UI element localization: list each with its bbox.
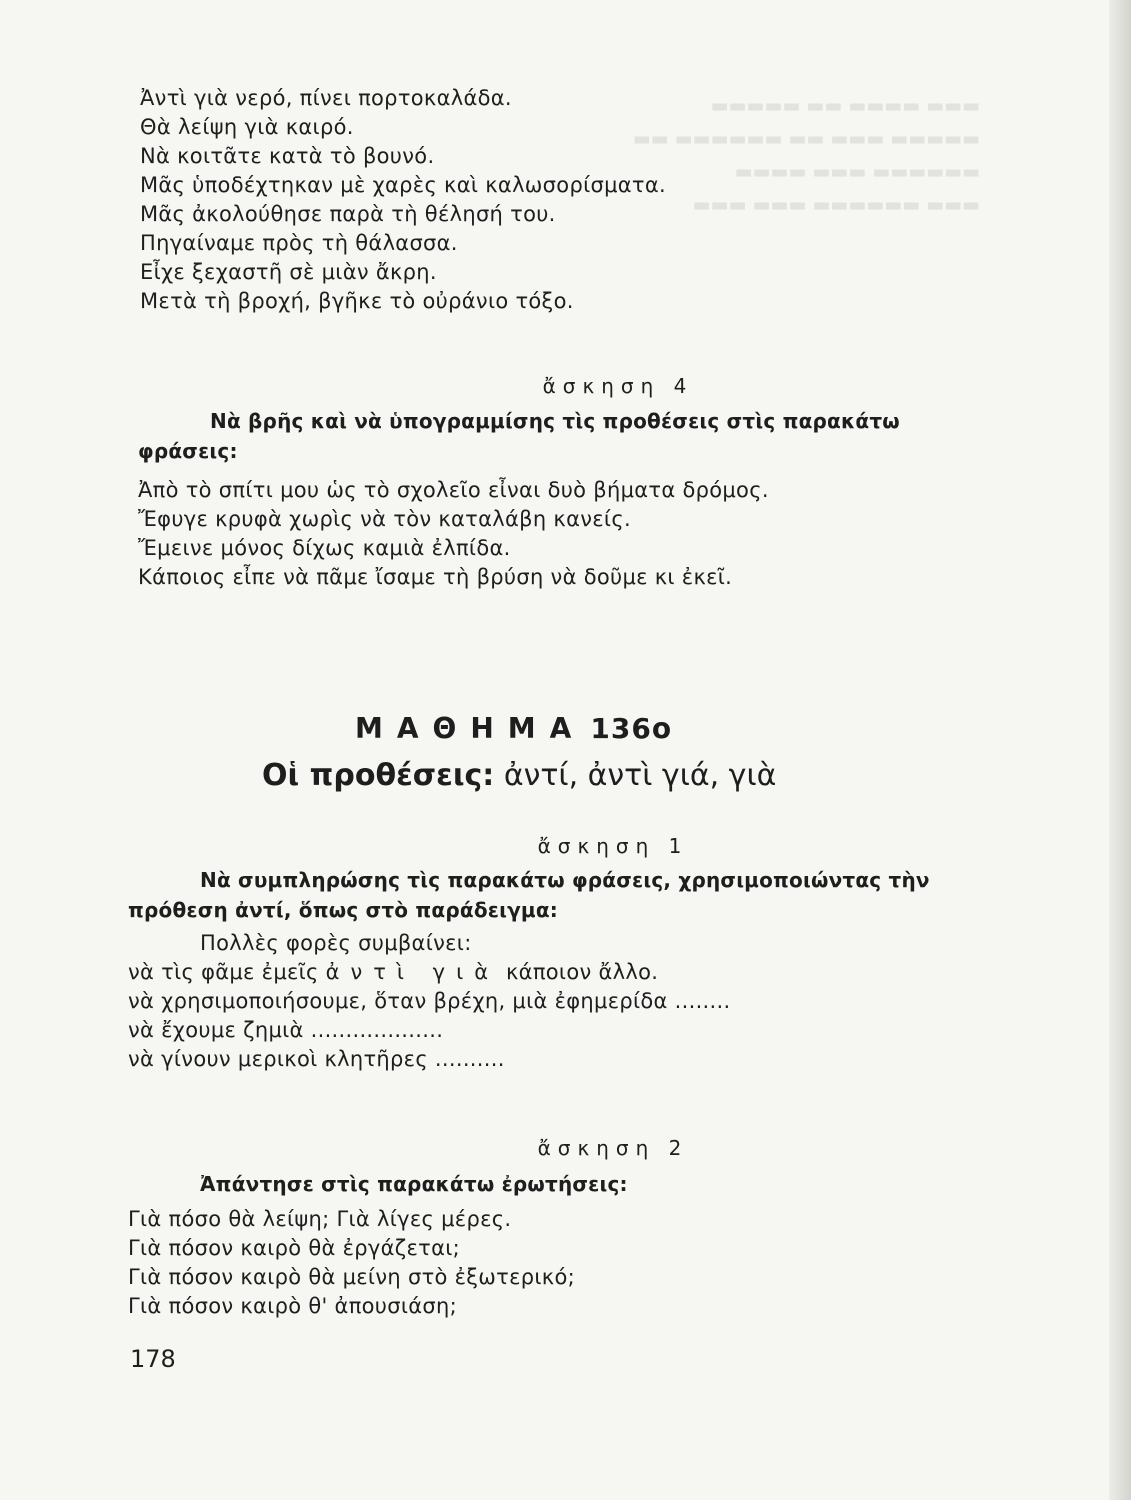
- sentence: Ἀπὸ τὸ σπίτι μου ὡς τὸ σχολεῖο εἶναι δυὸ βήματα δρόμος.: [138, 478, 769, 502]
- exercise-instruction-cont: πρόθεση ἀντί, ὅπως στὸ παράδειγμα:: [128, 898, 558, 922]
- example-highlight: ἀντὶ γιὰ: [325, 960, 500, 984]
- sentence-list-top: [140, 84, 1020, 316]
- sentence: Ἔμεινε μόνος δίχως καμιὰ ἐλπίδα.: [138, 536, 511, 560]
- sentence: Μᾶς ὑποδέχτηκαν μὲ χαρὲς καὶ καλωσορίσματα.: [140, 173, 666, 197]
- question-line: Γιὰ πόσον καιρὸ θὰ ἐργάζεται;: [128, 1236, 461, 1260]
- sentence: Ἔφυγε κρυφὰ χωρὶς νὰ τὸν καταλάβη κανείς.: [138, 507, 631, 531]
- example-line: [128, 958, 1008, 987]
- lesson-subtitle-bold: Οἱ προθέσεις:: [262, 758, 495, 793]
- exercise-instruction: Νὰ συμπληρώσης τὶς παρακάτω φράσεις, χρησιμοποιώντας τὴν: [200, 868, 930, 892]
- lesson-subtitle: [262, 758, 862, 793]
- question-line: Γιὰ πόσον καιρὸ θὰ μείνη στὸ ἐξωτερικό;: [128, 1265, 576, 1289]
- sentence: Εἶχε ξεχαστῆ σὲ μιὰν ἄκρη.: [140, 260, 437, 284]
- fill-in-line: νὰ χρησιμοποιήσουμε, ὅταν βρέχη, μιὰ ἐφημερίδα ........: [128, 989, 731, 1013]
- exercise-heading: ἄσκηση 2: [537, 1136, 689, 1160]
- exercise-heading: ἄσκηση 1: [537, 834, 689, 858]
- exercise-heading: ἄσκηση 4: [542, 374, 694, 398]
- exercise-2: [128, 1134, 1008, 1321]
- sentence: Θὰ λείψη γιὰ καιρό.: [140, 115, 354, 139]
- question-line: Γιὰ πόσο θὰ λείψη; Γιὰ λίγες μέρες.: [128, 1207, 512, 1231]
- example-intro: Πολλὲς φορὲς συμβαίνει:: [200, 931, 472, 955]
- sentence: Πηγαίναμε πρὸς τὴ θάλασσα.: [140, 231, 458, 255]
- sentence: Ἀντὶ γιὰ νερό, πίνει πορτοκαλάδα.: [140, 86, 512, 110]
- sentence: Μᾶς ἀκολούθησε παρὰ τὴ θέλησή του.: [140, 202, 556, 226]
- example-after: κάποιον ἄλλο.: [499, 960, 659, 984]
- fill-in-line: νὰ ἔχουμε ζημιὰ ...................: [128, 1018, 444, 1042]
- page-number: 178: [130, 1345, 176, 1373]
- exercise-instruction-cont: φράσεις:: [138, 439, 238, 463]
- exercise-instruction: Ἀπάντησε στὶς παρακάτω ἐρωτήσεις:: [200, 1172, 628, 1196]
- lesson-number: 136ο: [590, 712, 673, 745]
- lesson-title: ΜΑΘΗΜΑ: [355, 712, 586, 745]
- bleed-through-shadow: ▬▬▬ ▬▬▬▬ ▬▬ ▬▬▬▬▬ ▬▬▬▬▬ ▬▬▬ ▬▬ ▬▬▬▬▬▬ ▬▬ ▬▬▬▬▬▬ ▬▬▬ ▬▬▬▬ ▬▬▬ ▬▬▬▬▬▬ ▬▬▬ ▬▬▬: [632, 95, 980, 216]
- example-before: νὰ τὶς φᾶμε ἐμεῖς: [128, 960, 326, 984]
- sentence: Κάποιος εἶπε νὰ πᾶμε ἴσαμε τὴ βρύση νὰ δοῦμε κι ἐκεῖ.: [138, 565, 733, 589]
- sentence: Νὰ κοιτᾶτε κατὰ τὸ βουνό.: [140, 144, 435, 168]
- lesson-heading: [355, 712, 775, 745]
- exercise-1: [128, 832, 1008, 1074]
- fill-in-line: νὰ γίνουν μερικοὶ κλητῆρες ..........: [128, 1047, 505, 1071]
- page-edge-shadow: [1109, 0, 1131, 1500]
- exercise-instruction: Νὰ βρῆς καὶ νὰ ὑπογραμμίσης τὶς προθέσεις στὶς παρακάτω: [210, 409, 900, 433]
- exercise-4: [138, 372, 1018, 592]
- sentence: Μετὰ τὴ βροχή, βγῆκε τὸ οὐράνιο τόξο.: [140, 289, 574, 313]
- lesson-subtitle-rest: ἀντί, ἀντὶ γιά, γιὰ: [494, 758, 777, 793]
- question-line: Γιὰ πόσον καιρὸ θ' ἀπουσιάση;: [128, 1294, 457, 1318]
